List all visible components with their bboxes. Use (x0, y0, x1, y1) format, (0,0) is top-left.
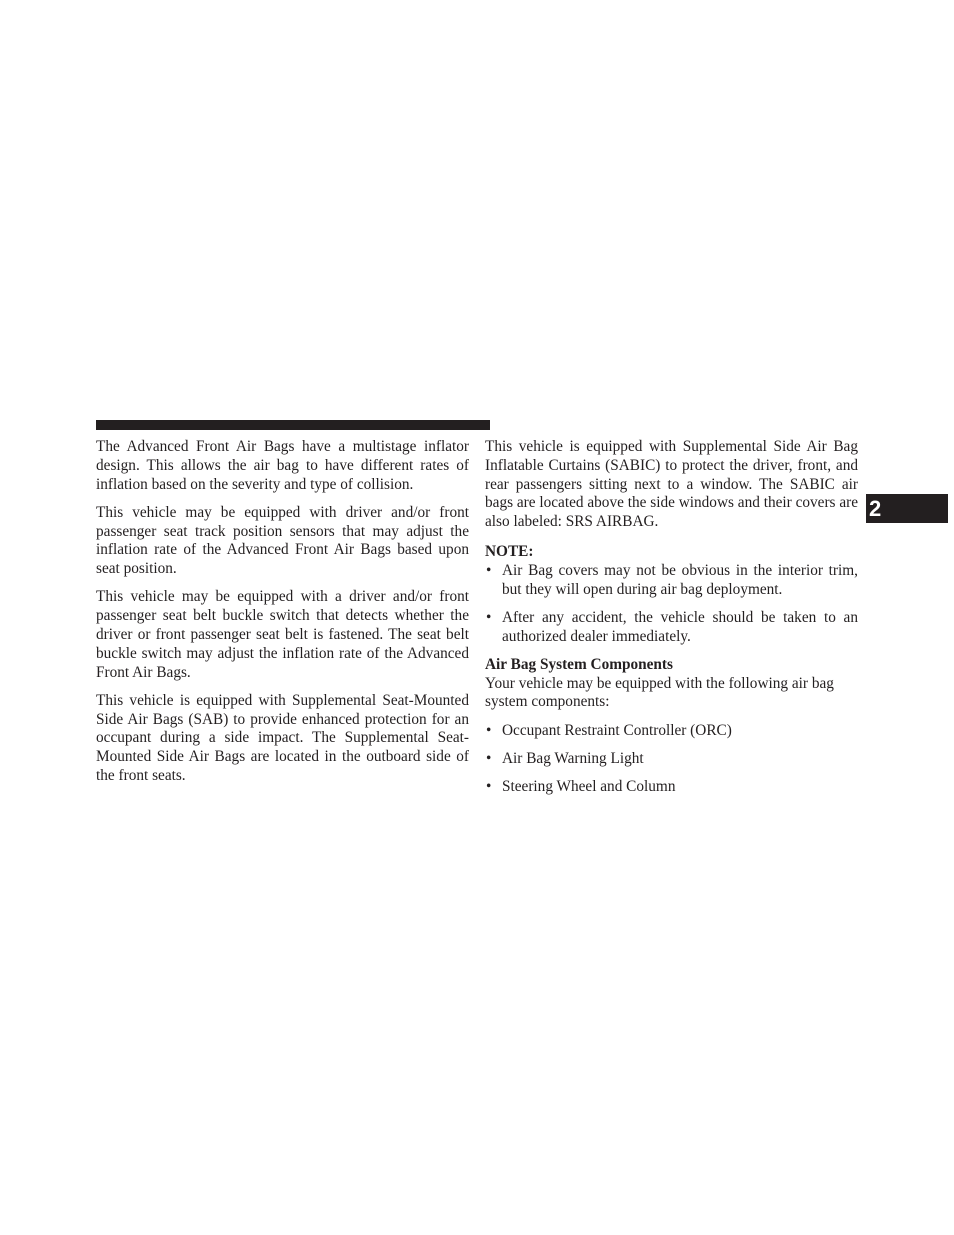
components-intro: Your vehicle may be equipped with the following air bag system components: (485, 674, 834, 711)
note-list (485, 562, 858, 647)
right-column (485, 438, 858, 806)
list-item (485, 609, 858, 647)
note-item-text: After any accident, the vehicle should be taken to an authorized dealer immediately. (502, 608, 858, 645)
paragraph-sabic: This vehicle is equipped with Supplemental Side Air Bag Inflatable Curtains (SABIC) to protect the driver, front, and rear passengers sitting next to a window. The SABIC air bags are located above the side windows and their covers are also labeled: SRS AIRBAG. (485, 438, 858, 531)
paragraph-side-air-bags: This vehicle is equipped with Supplemental Seat-Mounted Side Air Bags (SAB) to provide enhanced protection for an occupant during a side impact. The Supplemental Seat-Mounted Side Air Bags are located in the outboard side of the front seats. (96, 691, 469, 784)
paragraph-buckle-switch: This vehicle may be equipped with a driver and/or front passenger seat belt buckle switch that detects whether the driver or front passenger seat belt is fastened. The seat belt buckle switch may adjust the inflation rate of the Advanced Front Air Bags. (96, 588, 469, 681)
components-list (485, 722, 858, 797)
list-item (485, 750, 858, 769)
list-item (485, 778, 858, 797)
note-label: NOTE: (485, 542, 534, 560)
list-item (485, 722, 858, 741)
component-text: Air Bag Warning Light (502, 749, 644, 767)
component-text: Occupant Restraint Controller (ORC) (502, 721, 732, 739)
paragraph-seat-track-sensors: This vehicle may be equipped with driver and/or front passenger seat track position sensors that may adjust the inflation rate of the Advanced Front Air Bags based upon seat position. (96, 503, 469, 578)
bullet-icon: • (486, 777, 492, 795)
paragraph-multistage-inflator: The Advanced Front Air Bags have a multistage inflator design. This allows the air bag to have different rates of inflation based on the severity and type of collision. (96, 438, 469, 493)
chapter-tab (866, 494, 948, 523)
bullet-icon: • (486, 608, 492, 626)
bullet-icon: • (486, 749, 492, 767)
chapter-number: 2 (869, 496, 882, 521)
note-item-text: Air Bag covers may not be obvious in the interior trim, but they will open during air bag deployment. (502, 561, 858, 598)
bullet-icon: • (486, 721, 492, 739)
section-rule (96, 420, 490, 430)
component-text: Steering Wheel and Column (502, 777, 676, 795)
bullet-icon: • (486, 561, 492, 579)
list-item (485, 562, 858, 600)
components-heading: Air Bag System Components (485, 655, 673, 673)
left-column (96, 438, 469, 795)
